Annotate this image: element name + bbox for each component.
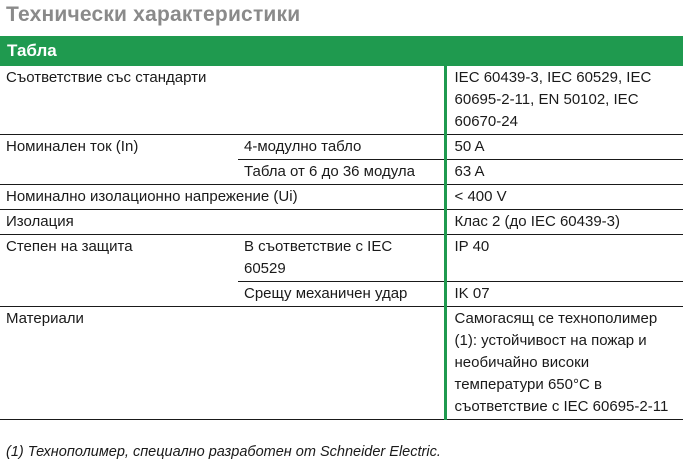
row-value: 50 A [445, 135, 683, 160]
table-header: Табла [0, 36, 683, 66]
table-row [0, 135, 683, 160]
row-label: Степен на защита [0, 235, 238, 307]
row-value: < 400 V [445, 185, 683, 210]
row-value: IEC 60439-3, IEC 60529, IEC 60695-2-11, EN 50102, IEC 60670-24 [445, 66, 683, 135]
page-title: Технически характеристики [6, 3, 301, 26]
row-sublabel: Табла от 6 до 36 модула [238, 160, 445, 185]
row-value: Самогасящ се технополимер (1): устойчивост на пожар и необичайно високи температури 650°C в съответствие с IEC 60695-2-11 [445, 307, 683, 420]
row-label: Изолация [0, 210, 445, 235]
table-row [0, 185, 683, 210]
table-row [0, 235, 683, 282]
row-value: IP 40 [445, 235, 683, 282]
row-label: Номинален ток (In) [0, 135, 238, 185]
row-label: Съответствие със стандарти [0, 66, 445, 135]
table-row [0, 66, 683, 135]
row-value: 63 A [445, 160, 683, 185]
row-label: Номинално изолационно напрежение (Ui) [0, 185, 445, 210]
specs-table [0, 66, 683, 420]
row-sublabel: 4-модулно табло [238, 135, 445, 160]
table-row [0, 307, 683, 420]
row-value: Клас 2 (до IEC 60439-3) [445, 210, 683, 235]
row-value: IK 07 [445, 282, 683, 307]
row-sublabel: В съответствие с IEC 60529 [238, 235, 445, 282]
row-label: Материали [0, 307, 445, 420]
table-row [0, 210, 683, 235]
footnote: (1) Технополимер, специално разработен от Schneider Electric. [6, 444, 441, 460]
row-sublabel: Срещу механичен удар [238, 282, 445, 307]
